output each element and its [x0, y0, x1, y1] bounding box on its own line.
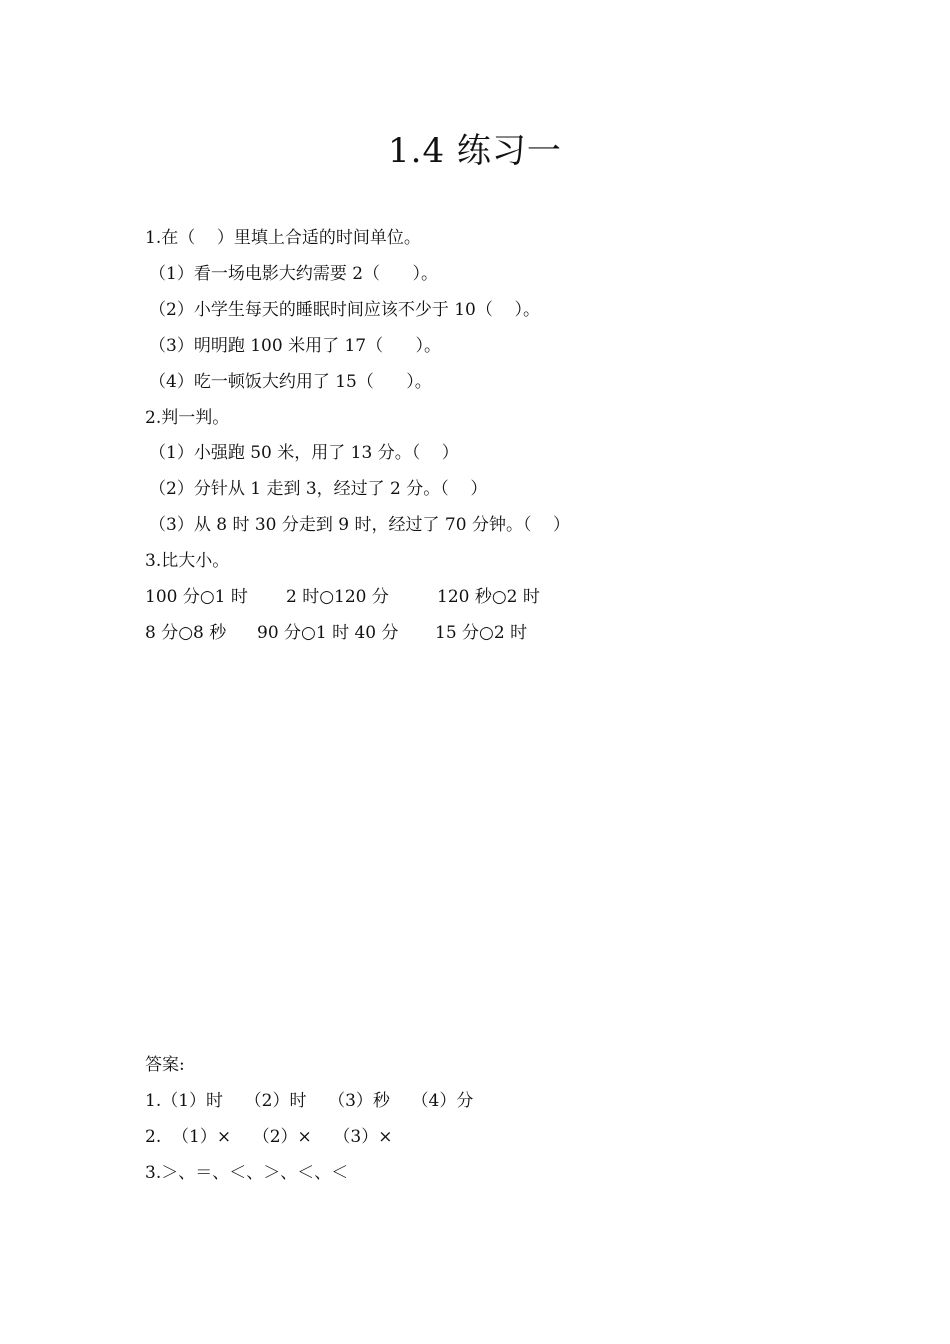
- answer-heading: 答案:: [145, 1055, 185, 1075]
- answer-line: 2. （1）× （2）× （3）×: [145, 1127, 393, 1147]
- comparison-item: 8 分○8 秒: [145, 623, 227, 643]
- answer-line: 3.＞、＝、＜、＞、＜、＜: [145, 1163, 349, 1183]
- question-2-item: （1）小强跑 50 米，用了 13 分。（ ）: [149, 443, 459, 463]
- question-2-prompt: 2.判一判。: [145, 408, 230, 428]
- question-1-item: （1）看一场电影大约需要 2（ ）。: [149, 264, 438, 284]
- question-1-prompt: 1.在（ ）里填上合适的时间单位。: [145, 228, 421, 248]
- question-3-prompt: 3.比大小。: [145, 551, 230, 571]
- question-1-item: （3）明明跑 100 米用了 17（ ）。: [149, 336, 442, 356]
- comparison-item: 15 分○2 时: [435, 623, 528, 643]
- page-title: 1.4 练习一: [388, 131, 562, 171]
- question-2-item: （3）从 8 时 30 分走到 9 时，经过了 70 分钟。（ ）: [149, 515, 571, 535]
- question-1-item: （2）小学生每天的睡眠时间应该不少于 10（ ）。: [149, 300, 540, 320]
- comparison-item: 90 分○1 时 40 分: [257, 623, 399, 643]
- answer-line: 1.（1）时 （2）时 （3）秒 （4）分: [145, 1091, 474, 1111]
- comparison-item: 100 分○1 时: [145, 587, 248, 607]
- comparison-item: 2 时○120 分: [286, 587, 389, 607]
- comparison-item: 120 秒○2 时: [437, 587, 540, 607]
- question-1-item: （4）吃一顿饭大约用了 15（ ）。: [149, 372, 432, 392]
- question-2-item: （2）分针从 1 走到 3，经过了 2 分。（ ）: [149, 479, 488, 499]
